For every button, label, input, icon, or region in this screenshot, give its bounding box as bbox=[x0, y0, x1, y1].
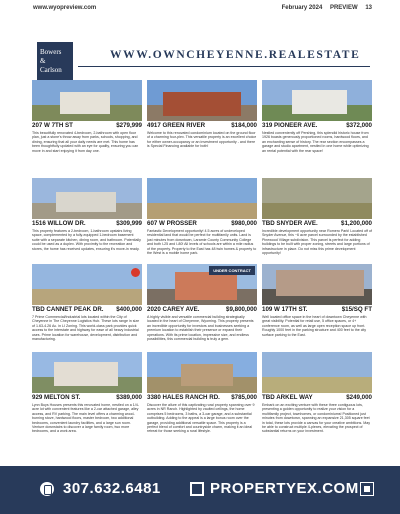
listing-title bbox=[32, 394, 142, 402]
listing-price: $400,000 bbox=[116, 306, 142, 313]
listing-card[interactable] bbox=[262, 264, 372, 337]
photo-sky bbox=[262, 178, 372, 203]
listing-title bbox=[32, 122, 142, 130]
listing-photo bbox=[262, 178, 372, 219]
listing-description: This beautifully renovated 4-bedroom, 2-bathroom with open floor plan, just a stone's throw away from parks, schools, shopping, and dining, ensuring that all your daily needs are met. This home has been thoughtfully updated with an eye for quality, ensuring you can move in and start enjoying it from day one. bbox=[32, 131, 139, 153]
listing-title bbox=[262, 220, 372, 228]
listing-description: Lynn Buys Houses presents this renovated home, nestled on a 1/4-acre lot with convenient features like a 2-car attached garage, alley access, and RV parking. The main level offers a charming wood-burning stove, hardwood floors, master bedroom, two additional bedrooms, convenient laundry facilities, and a large sun room. Venture downstairs to discover a large family room, two more bedrooms, and a work area. bbox=[32, 403, 139, 434]
photo-building bbox=[163, 92, 241, 116]
top-bar bbox=[0, 0, 400, 20]
issue-label: PREVIEW bbox=[329, 5, 358, 11]
page-number: 13 bbox=[365, 5, 372, 11]
listing-card[interactable] bbox=[262, 80, 372, 153]
listing-photo bbox=[32, 352, 142, 393]
photo-building bbox=[175, 272, 237, 300]
listing-address: 3380 HALES RANCH RD. bbox=[147, 394, 220, 401]
listing-description: Welcome to this renovated condominium located on the ground floor of a charming four-plex. This versatile property is an excellent choice for either owner-occupancy or an investment opportunity - and there is Special Financing available for both! bbox=[147, 131, 257, 149]
listing-address: TBD ARKEL WAY bbox=[262, 394, 313, 401]
page-title-website[interactable]: WWW.OWNCHEYENNE.REALESTATE bbox=[110, 49, 361, 61]
photo-house bbox=[54, 362, 118, 386]
footer bbox=[0, 466, 400, 514]
listing-price: $1,200,000 bbox=[341, 220, 372, 227]
photo-house bbox=[56, 192, 116, 212]
listing-address: 4917 GREEN RIVER bbox=[147, 122, 206, 129]
listing-title bbox=[262, 306, 372, 314]
listing-address: TBD CANNET PEAK DR. bbox=[32, 306, 104, 313]
listing-photo bbox=[32, 80, 142, 121]
listing-address: 109 W 17TH ST. bbox=[262, 306, 308, 313]
listing-photo bbox=[262, 80, 372, 121]
web-icon bbox=[190, 482, 204, 496]
listing-card[interactable] bbox=[147, 264, 257, 341]
listing-price: $184,000 bbox=[231, 122, 257, 129]
listing-description: Incredible development opportunity near Romero Park! Located off of Snyder Avenue, this ~6 acre parcel surrounded by the established Pinewood Village subdivision. This parcel is perfect for adding buildings to be built with proper zoning, streets and large portions of infrastructure in place. Do not miss this prime development opportunity! bbox=[262, 229, 373, 256]
listing-address: 1516 WILLOW DR. bbox=[32, 220, 86, 227]
listing-photo bbox=[262, 264, 372, 305]
listing-price: $309,999 bbox=[116, 220, 142, 227]
listing-price: $15/SQ FT bbox=[341, 306, 372, 313]
contact-website[interactable]: PROPERTYEX.COM bbox=[210, 480, 359, 497]
photo-ground bbox=[147, 203, 257, 219]
listing-photo bbox=[147, 80, 257, 121]
listing-photo bbox=[147, 264, 257, 305]
listing-card[interactable] bbox=[147, 80, 257, 149]
listing-description: Nestled conveniently off Pershing, this splendid historic house from 1926 boasts generously proportioned rooms, hardwood floors, and an enchanting sense of history. The rear section encompasses a garage and studio apartment, nestled in one home while optimizing an rental potential with the rear space! bbox=[262, 131, 369, 153]
listing-price: $249,000 bbox=[346, 394, 372, 401]
listing-card[interactable] bbox=[147, 352, 257, 434]
listing-card[interactable] bbox=[262, 352, 372, 434]
listings-grid bbox=[32, 60, 372, 452]
listing-price: $389,000 bbox=[116, 394, 142, 401]
listing-title bbox=[262, 122, 372, 130]
listing-title bbox=[147, 122, 257, 130]
site-url[interactable]: www.wyopreview.com bbox=[33, 5, 97, 11]
photo-house bbox=[60, 92, 110, 114]
photo-sky bbox=[32, 264, 142, 289]
listing-description: 7 Prime Commercial/Industrial lots located within the City of Cheyenne in The Cheyenne Logistics Hub. These lots range in size of 1.63-4.26 Ac. in LI Zoning. This world-class park provides quick access to the interstate and highway for ease of all heavy industrial uses. Prime location for warehouse, development, distribution and manufacturing. bbox=[32, 315, 140, 342]
listing-address: 929 MELTON ST. bbox=[32, 394, 81, 401]
listing-card[interactable] bbox=[32, 352, 142, 434]
issue-info bbox=[276, 5, 372, 11]
listing-title bbox=[147, 394, 257, 402]
listing-address: TBD SNYDER AVE. bbox=[262, 220, 318, 227]
listing-title bbox=[262, 394, 372, 402]
listing-photo bbox=[32, 264, 142, 305]
listing-address: 2020 CAREY AVE. bbox=[147, 306, 200, 313]
photo-ground bbox=[262, 377, 372, 393]
photo-house bbox=[292, 90, 347, 114]
listing-photo bbox=[262, 352, 372, 393]
listing-address: 607 W PROSSER bbox=[147, 220, 197, 227]
listing-title bbox=[32, 220, 142, 228]
listing-price: $980,000 bbox=[231, 220, 257, 227]
logo-line3: Carlson bbox=[40, 66, 62, 74]
photo-ground bbox=[262, 203, 372, 219]
photo-ground bbox=[32, 289, 142, 305]
listing-description: This property features a 2-bedroom, 1-bathroom upstairs living space, complemented by a fully-equipped 1-bedroom basement suite with a separate kitchen, dining room, and bathroom. Potentially could be used as a duplex. With proximity to the recreation and stores, the home has received updates, ensuring it's move-in ready. bbox=[32, 229, 141, 251]
equal-housing-icon bbox=[360, 482, 374, 496]
photo-sky bbox=[262, 352, 372, 377]
listing-card[interactable] bbox=[32, 264, 142, 341]
listing-description: Well located office space in the heart of downtown Cheyenne with great visibility. Potential for retail use, 5 office spaces, or 4+ conference room, as well as large open reception space up front. Roughly 1000 feet in the parking structure and 400 feet to the city surface parking to the East. bbox=[262, 315, 367, 337]
listing-title bbox=[147, 306, 257, 314]
listing-price: $9,800,000 bbox=[226, 306, 257, 313]
listing-description: Embark on an exciting venture with these three contiguous lots, presenting a golden opportunity to realize your vision for a multifamily project, townhomes, or condominiums! Positioned just minutes from downtown, spanning an expansive 21,305 square feet in total, these lots provide a canvas for your creative ambitions. May be able to construct multiple 4-plexes, elevating the prospect of substantial returns on your investment. bbox=[262, 403, 371, 434]
logo-line2: & bbox=[40, 57, 46, 65]
photo-building bbox=[276, 270, 364, 296]
map-marker-icon bbox=[131, 268, 140, 277]
listing-address: 207 W 7TH ST bbox=[32, 122, 73, 129]
phone-icon bbox=[40, 482, 54, 496]
listing-address: 319 PIONEER AVE. bbox=[262, 122, 318, 129]
listing-title bbox=[147, 220, 257, 228]
contact-phone[interactable]: 307.632.6481 bbox=[63, 480, 161, 497]
status-badge: UNDER CONTRACT bbox=[209, 266, 255, 275]
listing-description: A highly visible and versatile commercial building strategically located in the heart of Cheyenne, Wyoming. This property presents an incredible opportunity for investors and businesses seeking a premium location to establish their presence or expand their operations. With its prime location, impressive size, and endless possibilities, this commercial building is truly a gem. bbox=[147, 315, 254, 342]
listing-card[interactable] bbox=[32, 80, 142, 153]
photo-sky bbox=[147, 178, 257, 203]
listing-description: Discover the allure of this captivating rural property spanning over 9 acres in NR Ranch. Highlighted by vaulted ceilings, the home comprises 5 bedrooms, 3 baths, a 3-car garage, and a substantial outbuilding. Adding to the appeal is a large bonus room over the garage, providing additional versatile space. This property is a perfect blend of comfort and countryside charm, making it an ideal retreat for those seeking a rural lifestyle. bbox=[147, 403, 255, 434]
listing-price: $372,000 bbox=[346, 122, 372, 129]
listing-card[interactable] bbox=[32, 178, 142, 251]
listing-photo bbox=[147, 352, 257, 393]
listing-title bbox=[32, 306, 142, 314]
issue-date: February 2024 bbox=[281, 5, 323, 11]
listing-photo bbox=[32, 178, 142, 219]
listing-price: $279,999 bbox=[116, 122, 142, 129]
logo-line1: Bowers bbox=[40, 48, 62, 56]
listing-photo bbox=[147, 178, 257, 219]
listing-card[interactable] bbox=[262, 178, 372, 255]
listing-price: $785,000 bbox=[231, 394, 257, 401]
listing-description: Fantastic Development opportunity! 4.5 acres of undeveloped residential land that would be perfect for multifamily units. Land is just minutes from downtown, Laramie County Community College and both I-25 and I-80! All levels of schools are within a mile radius of the property. Property to the East has 48 twin homes & property to the West is a mobile home park. bbox=[147, 229, 257, 256]
photo-house bbox=[181, 364, 233, 386]
listing-card[interactable] bbox=[147, 178, 257, 255]
